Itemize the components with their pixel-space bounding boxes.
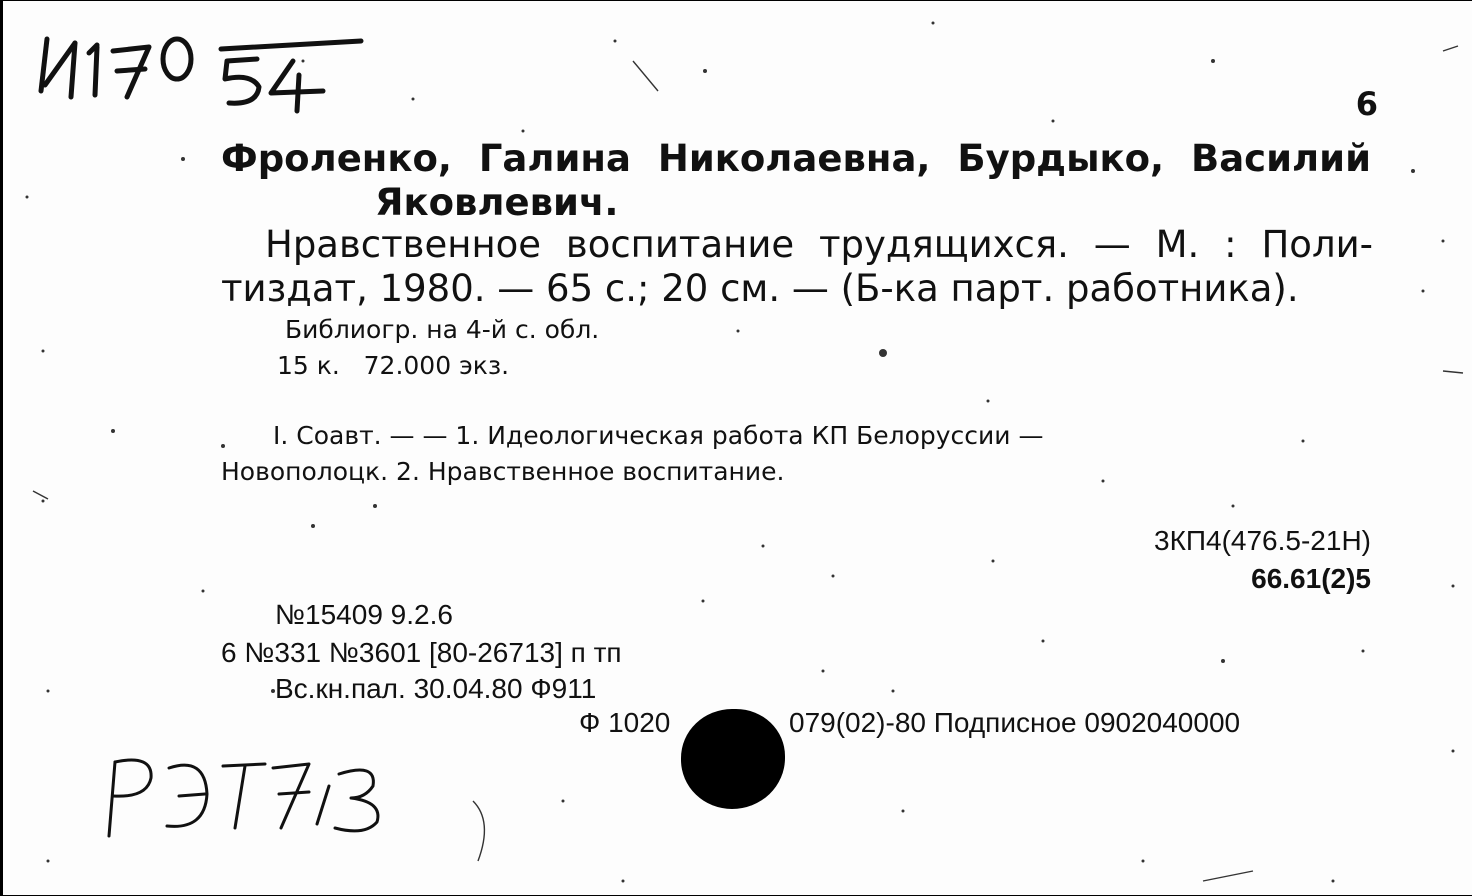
title-line-2: тиздат, 1980. — 65 с.; 20 см. — (Б-ка парт. работника). [221, 267, 1299, 310]
handwritten-shelf-mark-drawing [31, 19, 371, 119]
classification-code-1: 3КП4(476.5-21Н) [1154, 525, 1371, 556]
handwritten-inventory-mark-drawing [95, 736, 425, 846]
handwritten-shelf-mark [31, 19, 371, 119]
record-number: №15409 9.2.6 [275, 599, 453, 630]
author-heading-continuation: Яковлевич. [375, 181, 619, 224]
book-chamber-line: Вс.кн.пал. 30.04.80 Ф911 [275, 673, 597, 704]
handwritten-inventory-mark [95, 736, 425, 846]
author-heading-word: Галина [478, 137, 631, 180]
author-heading-word: Фроленко, [221, 137, 452, 180]
card-sequence-number: 6 [1355, 85, 1378, 123]
author-heading-word: Бурдыко, [957, 137, 1165, 180]
punch-hole [681, 709, 785, 809]
tracings-line-2: Новополоцк. 2. Нравственное воспитание. [221, 457, 785, 486]
registry-line: 6 №331 №3601 [80-26713] п тп [221, 637, 622, 668]
bibliography-note: Библиогр. на 4-й с. обл. [285, 315, 600, 344]
author-heading-word: Николаевна, [657, 137, 931, 180]
tracings-line-1: I. Соавт. — — 1. Идеологическая работа КП Белоруссии — [273, 421, 1044, 450]
price-and-print-run: 15 к. 72.000 экз. [277, 351, 510, 380]
author-heading [221, 137, 1371, 180]
title-line-1: Нравственное воспитание трудящихся. — М. : Поли- [265, 223, 1373, 266]
author-heading-word: Василий [1191, 137, 1371, 180]
classification-code-2: 66.61(2)5 [1251, 563, 1371, 594]
print-code-end: 079(02)-80 Подписное 0902040000 [789, 707, 1241, 738]
print-code-start: Ф 1020 [579, 707, 671, 738]
